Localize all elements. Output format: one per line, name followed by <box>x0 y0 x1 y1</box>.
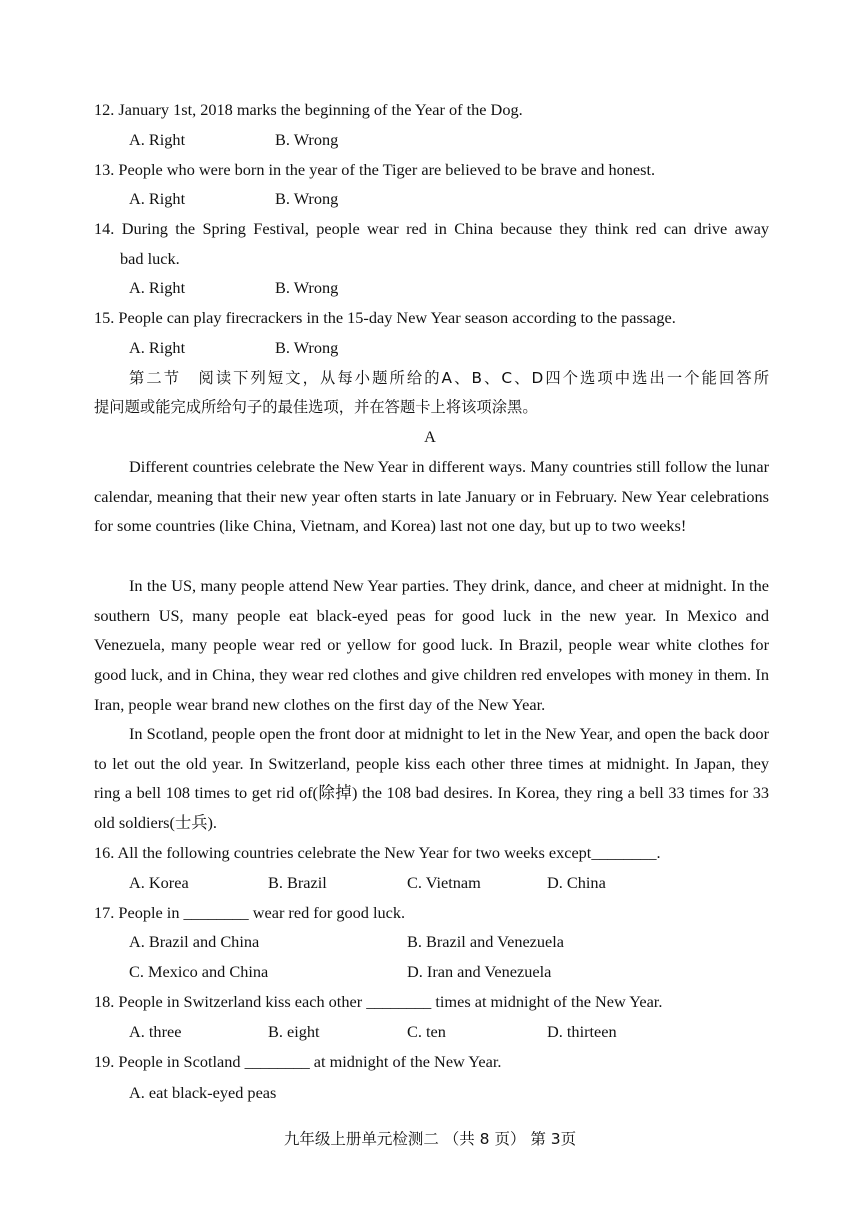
q13-option-b: B. Wrong <box>275 189 339 208</box>
q16-option-a: A. Korea <box>129 873 189 892</box>
question-16-stem: 16. All the following countries celebrate the New Year for two weeks except________. <box>94 843 661 862</box>
q15-option-a: A. Right <box>129 338 186 357</box>
question-12-stem: 12. January 1st, 2018 marks the beginning of the Year of the Dog. <box>94 100 523 119</box>
q17-option-b: B. Brazil and Venezuela <box>407 932 565 951</box>
q19-option-a: A. eat black‐eyed peas <box>129 1083 277 1102</box>
question-18-stem: 18. People in Switzerland kiss each other ________ times at midnight of the New Year. <box>94 992 663 1011</box>
q17-option-d: D. Iran and Venezuela <box>407 962 552 981</box>
q18-option-d: D. thirteen <box>547 1022 617 1041</box>
question-15-stem: 15. People can play firecrackers in the 15-day New Year season according to the passage. <box>94 308 676 327</box>
question-14-stem-line2: bad luck. <box>120 249 180 268</box>
q14-option-b: B. Wrong <box>275 278 339 297</box>
passage-paragraph-3: In Scotland, people open the front door at midnight to let in the New Year, and open the back door to let out the old year. In Switzerland, people kiss each other three times at midnight. In Japan, they ring a bell 108 times to get rid of(除掉) the 108 bad desires. In Korea, they ring a bell 33 times for 33 old soldiers(士兵). <box>94 724 769 833</box>
q16-option-b: B. Brazil <box>268 873 327 892</box>
q15-option-b: B. Wrong <box>275 338 339 357</box>
q14-option-a: A. Right <box>129 278 186 297</box>
q16-option-d: D. China <box>547 873 606 892</box>
passage-paragraph-1: Different countries celebrate the New Year in different ways. Many countries still follow the lunar calendar, meaning that their new year often starts in late January or in February. New Year celebrations for some countries (like China, Vietnam, and Korea) last not one day, but up to two weeks! <box>94 457 769 536</box>
question-17-stem: 17. People in ________ wear red for good luck. <box>94 903 406 922</box>
q16-option-c: C. Vietnam <box>407 873 481 892</box>
q12-option-a: A. Right <box>129 130 186 149</box>
passage-title: A <box>424 427 436 446</box>
q12-option-b: B. Wrong <box>275 130 339 149</box>
question-19-stem: 19. People in Scotland ________ at midnight of the New Year. <box>94 1052 502 1071</box>
question-13-stem: 13. People who were born in the year of the Tiger are believed to be brave and honest. <box>94 160 656 179</box>
q17-option-a: A. Brazil and China <box>129 932 260 951</box>
section-instructions-line1: 第二节 阅读下列短文，从每小题所给的A、B、C、D四个选项中选出一个能回答所 <box>129 369 769 387</box>
page-footer: 九年级上册单元检测二 （共 8 页） 第 3页 <box>283 1130 577 1148</box>
q18-option-b: B. eight <box>268 1022 320 1041</box>
question-14-stem-line1: 14. During the Spring Festival, people wear red in China because they think red can drive away <box>94 219 769 238</box>
section-instructions-line2: 提问题或能完成所给句子的最佳选项，并在答题卡上将该项涂黑。 <box>94 398 538 416</box>
q13-option-a: A. Right <box>129 189 186 208</box>
passage-paragraph-2: In the US, many people attend New Year parties. They drink, dance, and cheer at midnight. In the southern US, many people eat black‐eyed peas for good luck in the new year. In Mexico and Venezuela, many people wear red or yellow for good luck. In Brazil, people wear white clothes for good luck, and in China, they wear red clothes and give children red envelopes with money in them. In Iran, people wear brand new clothes on the first day of the New Year. <box>94 576 769 714</box>
q18-option-a: A. three <box>129 1022 182 1041</box>
q18-option-c: C. ten <box>407 1022 446 1041</box>
q17-option-c: C. Mexico and China <box>129 962 269 981</box>
